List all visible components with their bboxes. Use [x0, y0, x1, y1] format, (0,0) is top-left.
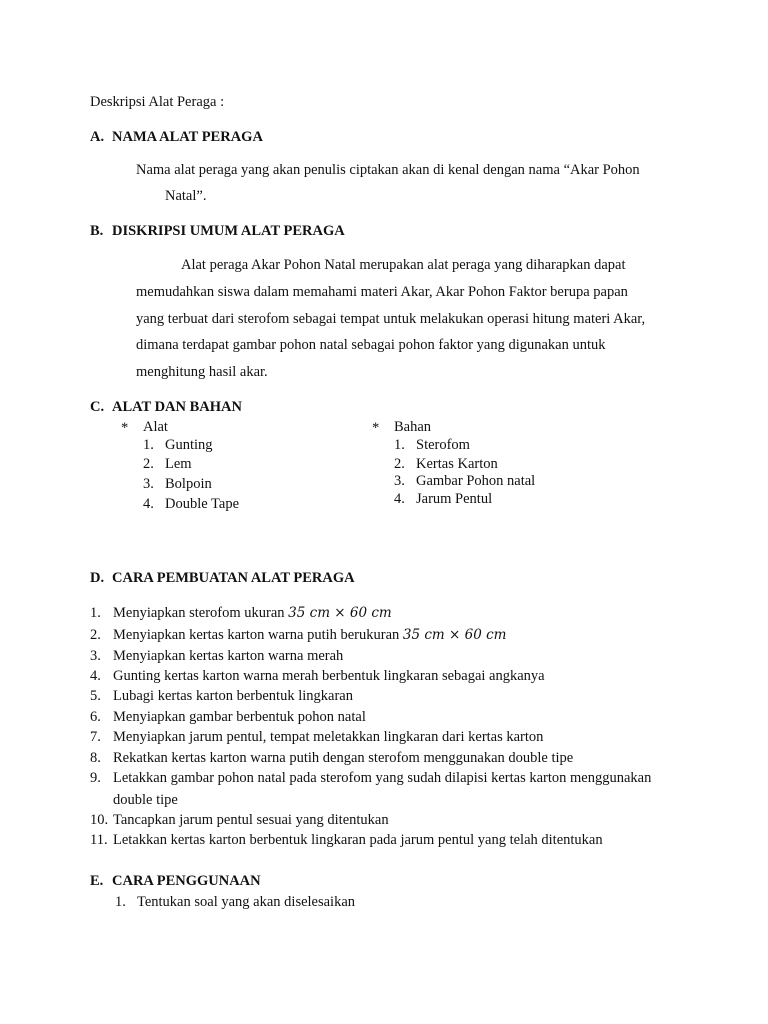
step-text — [113, 627, 506, 644]
section-a-line-1: Nama alat peraga yang akan penulis ciptakan akan di kenal dengan nama “Akar Pohon — [136, 162, 640, 178]
section-b-line-1: Alat peraga Akar Pohon Natal merupakan alat peraga yang diharapkan dapat — [181, 257, 626, 273]
step-number: 8. — [90, 750, 101, 766]
bahan-bullet-icon: * — [372, 420, 380, 436]
section-b-line-4: dimana terdapat gambar pohon natal sebagai pohon faktor yang digunakan untuk — [136, 337, 606, 353]
step-text: Letakkan kertas karton berbentuk lingkaran pada jarum pentul yang telah ditentukan — [113, 832, 603, 848]
usage-step-number: 1. — [115, 894, 126, 910]
bahan-item-num: 4. — [394, 491, 405, 507]
section-b-line-3: yang terbuat dari sterofom sebagai tempat untuk melakukan operasi hitung materi Akar, — [136, 311, 646, 327]
step-number: 2. — [90, 627, 101, 643]
alat-item-num: 3. — [143, 476, 154, 492]
alat-label: Alat — [143, 419, 168, 435]
section-a-heading: NAMA ALAT PERAGA — [112, 129, 263, 145]
step-text: Menyiapkan jarum pentul, tempat meletakkan lingkaran dari kertas karton — [113, 729, 544, 745]
bahan-item: Jarum Pentul — [416, 491, 493, 507]
alat-item-num: 4. — [143, 496, 154, 512]
bahan-item: Kertas Karton — [416, 456, 498, 472]
alat-bullet-icon: * — [121, 420, 129, 436]
step-text-continuation: double tipe — [113, 792, 178, 808]
bahan-item: Gambar Pohon natal — [416, 473, 536, 489]
section-d-heading: CARA PEMBUATAN ALAT PERAGA — [112, 570, 355, 586]
document-title: Deskripsi Alat Peraga : — [90, 94, 225, 110]
section-c-letter: C. — [90, 399, 105, 415]
step-text: Menyiapkan kertas karton warna merah — [113, 648, 344, 664]
step-text: Tancapkan jarum pentul sesuai yang ditentukan — [113, 812, 389, 828]
step-number: 6. — [90, 709, 101, 725]
bahan-item-num: 2. — [394, 456, 405, 472]
alat-item-num: 2. — [143, 456, 154, 472]
step-number: 7. — [90, 729, 101, 745]
step-text: Letakkan gambar pohon natal pada sterofom yang sudah dilapisi kertas karton menggunakan — [113, 770, 652, 786]
alat-item: Gunting — [165, 437, 213, 453]
alat-item-num: 1. — [143, 437, 154, 453]
step-number: 3. — [90, 648, 101, 664]
alat-item: Bolpoin — [165, 476, 212, 492]
step-number: 4. — [90, 668, 101, 684]
step-text: Rekatkan kertas karton warna putih dengan sterofom menggunakan double tipe — [113, 750, 574, 766]
section-c-heading: ALAT DAN BAHAN — [112, 399, 242, 415]
section-b-heading: DISKRIPSI UMUM ALAT PERAGA — [112, 223, 345, 239]
step-text: Lubagi kertas karton berbentuk lingkaran — [113, 688, 353, 704]
bahan-item-num: 1. — [394, 437, 405, 453]
bahan-item-num: 3. — [394, 473, 405, 489]
step-number: 10. — [90, 812, 109, 828]
alat-item: Double Tape — [165, 496, 240, 512]
bahan-item: Sterofom — [416, 437, 470, 453]
section-e-letter: E. — [90, 873, 104, 889]
alat-item: Lem — [165, 456, 192, 472]
step-text: Gunting kertas karton warna merah berbentuk lingkaran sebagai angkanya — [113, 668, 545, 684]
step-number: 1. — [90, 605, 101, 621]
section-b-letter: B. — [90, 223, 104, 239]
step-math-dimension: 35 cm × 60 cm — [402, 627, 507, 643]
step-text: Menyiapkan gambar berbentuk pohon natal — [113, 709, 366, 725]
step-text-body: Menyiapkan sterofom ukuran — [113, 605, 289, 621]
step-text-body: Menyiapkan kertas karton warna putih berukuran — [113, 627, 403, 643]
step-number: 11. — [90, 832, 108, 848]
step-text — [113, 605, 392, 622]
section-b-line-5: menghitung hasil akar. — [136, 364, 268, 380]
section-e-heading: CARA PENGGUNAAN — [112, 873, 261, 889]
bahan-label: Bahan — [394, 419, 432, 435]
step-number: 5. — [90, 688, 101, 704]
section-a-letter: A. — [90, 129, 105, 145]
usage-step-text: Tentukan soal yang akan diselesaikan — [137, 894, 356, 910]
section-b-line-2: memudahkan siswa dalam memahami materi Akar, Akar Pohon Faktor berupa papan — [136, 284, 628, 300]
step-number: 9. — [90, 770, 101, 786]
step-math-dimension: 35 cm × 60 cm — [288, 605, 392, 621]
section-d-letter: D. — [90, 570, 105, 586]
section-a-line-2: Natal”. — [165, 188, 207, 204]
